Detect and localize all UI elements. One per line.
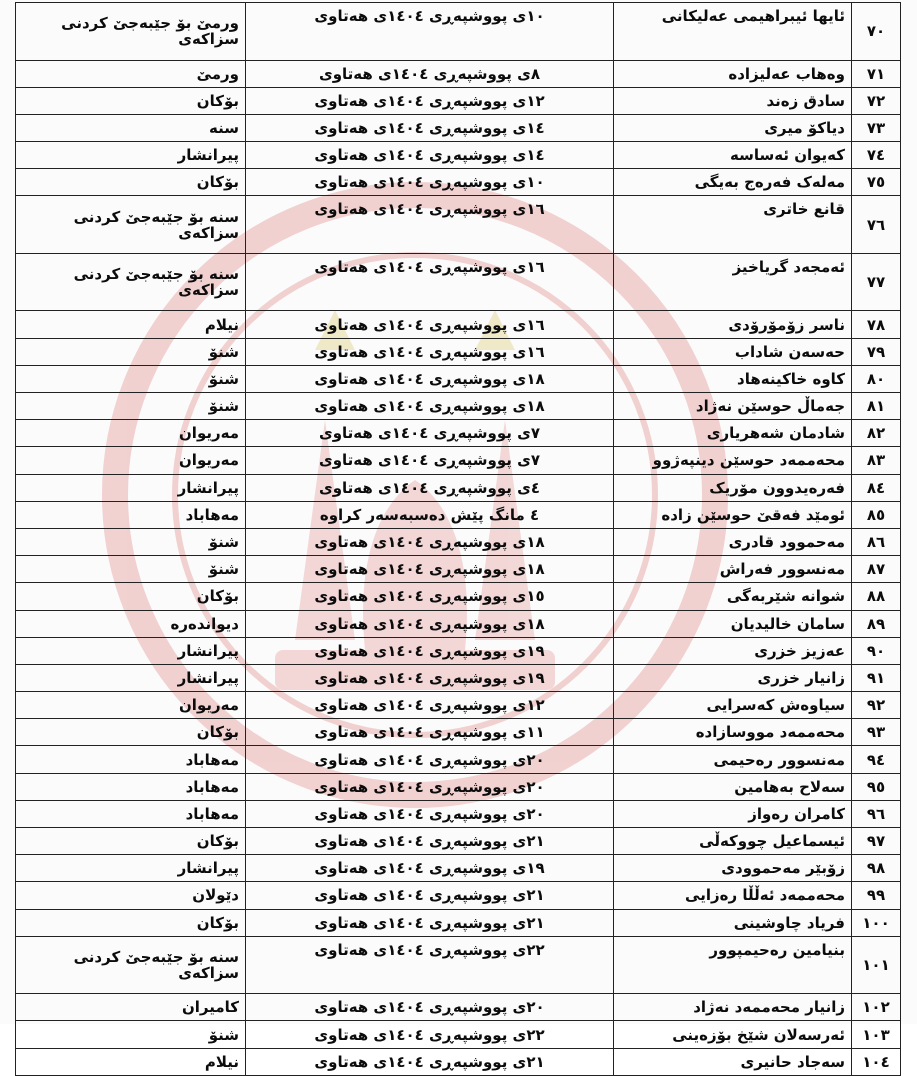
location-cell: بۆکان: [16, 719, 246, 746]
location-cell: شنۆ: [16, 393, 246, 420]
person-name-cell: حەسەن شاداب: [614, 338, 852, 365]
arrest-date-cell: ١٢ی پووشپەڕی ١٤٠٤ی هەتاوی: [246, 692, 614, 719]
row-number-cell: ٩٥: [852, 773, 901, 800]
arrest-date-cell: ١٥ی پووشپەڕی ١٤٠٤ی هەتاوی: [246, 583, 614, 610]
row-number-cell: ٨٠: [852, 365, 901, 392]
arrest-date-cell: ١٢ی پووشپەڕی ١٤٠٤ی هەتاوی: [246, 87, 614, 114]
row-number-cell: ٨٤: [852, 474, 901, 501]
arrest-date-cell: ٢٠ی پووشپەڕی ١٤٠٤ی هەتاوی: [246, 773, 614, 800]
location-cell: دیواندەرە: [16, 610, 246, 637]
row-number-cell: ٨٦: [852, 528, 901, 555]
row-number-cell: ٨٣: [852, 447, 901, 474]
location-cell: پیرانشار: [16, 855, 246, 882]
arrest-date-cell: ٤ی پووشپەڕی ١٤٠٤ی هەتاوی: [246, 474, 614, 501]
location-cell: مەهاباد: [16, 773, 246, 800]
location-cell: شنۆ: [16, 556, 246, 583]
arrest-date-cell: ٢١ی پووشپەڕی ١٤٠٤ی هەتاوی: [246, 828, 614, 855]
arrest-date-cell: ١٤ی پووشپەڕی ١٤٠٤ی هەتاوی: [246, 114, 614, 141]
row-number-cell: ٧٣: [852, 114, 901, 141]
person-name-cell: دیاکۆ میری: [614, 114, 852, 141]
row-number-cell: ٧٧: [852, 253, 901, 311]
location-cell: پیرانشار: [16, 637, 246, 664]
row-number-cell: ١٠١: [852, 936, 901, 994]
table-row: [16, 311, 901, 338]
row-number-cell: ٧٩: [852, 338, 901, 365]
row-number-cell: ٧٢: [852, 87, 901, 114]
arrest-date-cell: ٧ی پووشپەڕی ١٤٠٤ی هەتاوی: [246, 447, 614, 474]
table-row: [16, 909, 901, 936]
table-row: [16, 692, 901, 719]
arrest-date-cell: ١٩ی پووشپەڕی ١٤٠٤ی هەتاوی: [246, 637, 614, 664]
person-name-cell: مەنسوور فەراش: [614, 556, 852, 583]
row-number-cell: ٩٦: [852, 800, 901, 827]
table-row: [16, 936, 901, 994]
row-number-cell: ٨٨: [852, 583, 901, 610]
table-row: [16, 338, 901, 365]
arrest-date-cell: ٢٢ی پووشپەڕی ١٤٠٤ی هەتاوی: [246, 936, 614, 994]
arrest-date-cell: ١٨ی پووشپەڕی ١٤٠٤ی هەتاوی: [246, 556, 614, 583]
person-name-cell: سیاوەش کەسرایی: [614, 692, 852, 719]
row-number-cell: ٧٥: [852, 169, 901, 196]
location-cell: مەریوان: [16, 692, 246, 719]
row-number-cell: ٨١: [852, 393, 901, 420]
table-row: [16, 1021, 901, 1048]
person-name-cell: مەحموود قادری: [614, 528, 852, 555]
person-name-cell: سادق زەند: [614, 87, 852, 114]
table-row: [16, 393, 901, 420]
location-cell: بۆکان: [16, 583, 246, 610]
table-row: [16, 365, 901, 392]
location-cell: مەهاباد: [16, 746, 246, 773]
person-name-cell: ئەمجەد گریاخیز: [614, 253, 852, 311]
arrest-date-cell: ١٩ی پووشپەڕی ١٤٠٤ی هەتاوی: [246, 664, 614, 691]
location-cell: ورمێ بۆ جێبەجێ کردنی سزاکەی: [16, 3, 246, 61]
arrest-date-cell: ١٦ی پووشپەڕی ١٤٠٤ی هەتاوی: [246, 196, 614, 254]
table-row: [16, 610, 901, 637]
person-name-cell: سامان خالیدیان: [614, 610, 852, 637]
row-number-cell: ١٠٠: [852, 909, 901, 936]
table-row: [16, 169, 901, 196]
location-cell: شنۆ: [16, 528, 246, 555]
person-name-cell: محەممەد مووسازادە: [614, 719, 852, 746]
person-name-cell: شوانە شێربەگی: [614, 583, 852, 610]
person-name-cell: شادمان شەهریاری: [614, 420, 852, 447]
row-number-cell: ٨٥: [852, 501, 901, 528]
location-cell: ورمێ: [16, 60, 246, 87]
table-row: [16, 420, 901, 447]
arrest-date-cell: ٢١ی پووشپەڕی ١٤٠٤ی هەتاوی: [246, 1048, 614, 1075]
person-name-cell: کەیوان ئەساسە: [614, 142, 852, 169]
location-cell: بۆکان: [16, 828, 246, 855]
table-row: [16, 142, 901, 169]
location-cell: مەریوان: [16, 420, 246, 447]
table-row: [16, 556, 901, 583]
arrest-date-cell: ٢٠ی پووشپەڕی ١٤٠٤ی هەتاوی: [246, 746, 614, 773]
location-cell: سنە بۆ جێبەجێ کردنی سزاکەی: [16, 196, 246, 254]
arrest-date-cell: ١١ی پووشپەڕی ١٤٠٤ی هەتاوی: [246, 719, 614, 746]
person-name-cell: کاوە خاکینەهاد: [614, 365, 852, 392]
person-name-cell: کامران رەواز: [614, 800, 852, 827]
table-row: [16, 114, 901, 141]
arrest-date-cell: ١٨ی پووشپەڕی ١٤٠٤ی هەتاوی: [246, 528, 614, 555]
arrest-date-cell: ٢١ی پووشپەڕی ١٤٠٤ی هەتاوی: [246, 882, 614, 909]
table-row: [16, 196, 901, 254]
arrest-date-cell: ١٨ی پووشپەڕی ١٤٠٤ی هەتاوی: [246, 393, 614, 420]
row-number-cell: ٧٠: [852, 3, 901, 61]
location-cell: پیرانشار: [16, 474, 246, 501]
arrest-date-cell: ٢٠ی پووشپەڕی ١٤٠٤ی هەتاوی: [246, 994, 614, 1021]
row-number-cell: ٩٨: [852, 855, 901, 882]
arrest-date-cell: ١٨ی پووشپەڕی ١٤٠٤ی هەتاوی: [246, 365, 614, 392]
row-number-cell: ٩٢: [852, 692, 901, 719]
location-cell: مەریوان: [16, 447, 246, 474]
person-name-cell: سەجاد حانیری: [614, 1048, 852, 1075]
person-name-cell: سەلاح بەهامین: [614, 773, 852, 800]
arrest-date-cell: ١٨ی پووشپەڕی ١٤٠٤ی هەتاوی: [246, 610, 614, 637]
arrest-date-cell: ٢٢ی پووشپەڕی ١٤٠٤ی هەتاوی: [246, 1021, 614, 1048]
table-row: [16, 60, 901, 87]
table-row: [16, 882, 901, 909]
table-row: [16, 828, 901, 855]
table-row: [16, 474, 901, 501]
location-cell: پیرانشار: [16, 142, 246, 169]
location-cell: نیلام: [16, 311, 246, 338]
person-name-cell: زانیار محەممەد نەژاد: [614, 994, 852, 1021]
person-name-cell: محەممەد حوسێن دینپەژوو: [614, 447, 852, 474]
location-cell: پیرانشار: [16, 664, 246, 691]
location-cell: سنە بۆ جێبەجێ کردنی سزاکەی: [16, 253, 246, 311]
person-name-cell: زۆبێر مەحموودی: [614, 855, 852, 882]
row-number-cell: ١٠٤: [852, 1048, 901, 1075]
person-name-cell: مەلەک فەرەج بەیگی: [614, 169, 852, 196]
row-number-cell: ٨٩: [852, 610, 901, 637]
arrest-date-cell: ١٦ی پووشپەڕی ١٤٠٤ی هەتاوی: [246, 338, 614, 365]
arrest-date-cell: ١٦ی پووشپەڕی ١٤٠٤ی هەتاوی: [246, 311, 614, 338]
location-cell: سنە: [16, 114, 246, 141]
person-name-cell: زانیار خزری: [614, 664, 852, 691]
row-number-cell: ٩٤: [852, 746, 901, 773]
table-body: [16, 3, 901, 1076]
table-row: [16, 773, 901, 800]
location-cell: شنۆ: [16, 338, 246, 365]
table-row: [16, 994, 901, 1021]
table-row: [16, 528, 901, 555]
person-name-cell: جەماڵ حوسێن نەژاد: [614, 393, 852, 420]
location-cell: مەهاباد: [16, 501, 246, 528]
arrest-date-cell: ٢٠ی پووشپەڕی ١٤٠٤ی هەتاوی: [246, 800, 614, 827]
row-number-cell: ٩٧: [852, 828, 901, 855]
table-row: [16, 855, 901, 882]
row-number-cell: ٧٨: [852, 311, 901, 338]
row-number-cell: ٧١: [852, 60, 901, 87]
row-number-cell: ١٠٣: [852, 1021, 901, 1048]
row-number-cell: ٧٦: [852, 196, 901, 254]
detainee-list-table: [15, 2, 901, 1076]
row-number-cell: ٩١: [852, 664, 901, 691]
person-name-cell: ئایها ئیبراهیمی عەلیکانی: [614, 3, 852, 61]
row-number-cell: ٨٢: [852, 420, 901, 447]
location-cell: مەهاباد: [16, 800, 246, 827]
arrest-date-cell: ١٤ی پووشپەڕی ١٤٠٤ی هەتاوی: [246, 142, 614, 169]
arrest-date-cell: ١٦ی پووشپەڕی ١٤٠٤ی هەتاوی: [246, 253, 614, 311]
table-row: [16, 800, 901, 827]
person-name-cell: بنیامین رەحیمپوور: [614, 936, 852, 994]
table-row: [16, 1048, 901, 1075]
arrest-date-cell: ١٠ی پووشپەڕی ١٤٠٤ی هەتاوی: [246, 3, 614, 61]
person-name-cell: ئەرسەلان شێخ بۆزەینی: [614, 1021, 852, 1048]
person-name-cell: عەزیز خزری: [614, 637, 852, 664]
location-cell: بۆکان: [16, 169, 246, 196]
table-row: [16, 447, 901, 474]
arrest-date-cell: ٢١ی پووشپەڕی ١٤٠٤ی هەتاوی: [246, 909, 614, 936]
location-cell: بۆکان: [16, 87, 246, 114]
table-row: [16, 637, 901, 664]
person-name-cell: قانع خاتری: [614, 196, 852, 254]
location-cell: کامیران: [16, 994, 246, 1021]
person-name-cell: ئیسماعیل چووکەڵی: [614, 828, 852, 855]
location-cell: دێولان: [16, 882, 246, 909]
table-row: [16, 583, 901, 610]
table-row: [16, 501, 901, 528]
location-cell: شنۆ: [16, 365, 246, 392]
row-number-cell: ٩٩: [852, 882, 901, 909]
person-name-cell: مەنسوور رەحیمی: [614, 746, 852, 773]
table-row: [16, 746, 901, 773]
row-number-cell: ٧٤: [852, 142, 901, 169]
person-name-cell: ناسر زۆمۆرۆدی: [614, 311, 852, 338]
arrest-date-cell: ٤ مانگ پێش دەسبەسەر کراوە: [246, 501, 614, 528]
row-number-cell: ١٠٢: [852, 994, 901, 1021]
arrest-date-cell: ٧ی پووشپەڕی ١٤٠٤ی هەتاوی: [246, 420, 614, 447]
arrest-date-cell: ١٠ی پووشپەڕی ١٤٠٤ی هەتاوی: [246, 169, 614, 196]
person-name-cell: ئومێد فەقێ حوسێن زادە: [614, 501, 852, 528]
person-name-cell: وەهاب عەلیزادە: [614, 60, 852, 87]
location-cell: بۆکان: [16, 909, 246, 936]
arrest-date-cell: ٨ی پووشپەڕی ١٤٠٤ی هەتاوی: [246, 60, 614, 87]
table-row: [16, 3, 901, 61]
person-name-cell: محەممەد ئەڵڵا رەزایی: [614, 882, 852, 909]
location-cell: سنە بۆ جێبەجێ کردنی سزاکەی: [16, 936, 246, 994]
person-name-cell: فەرەیدوون مۆریک: [614, 474, 852, 501]
table-row: [16, 87, 901, 114]
location-cell: نیلام: [16, 1048, 246, 1075]
row-number-cell: ٩٠: [852, 637, 901, 664]
person-name-cell: فریاد چاوشینی: [614, 909, 852, 936]
table-row: [16, 253, 901, 311]
location-cell: شنۆ: [16, 1021, 246, 1048]
table-row: [16, 719, 901, 746]
row-number-cell: ٨٧: [852, 556, 901, 583]
arrest-date-cell: ١٩ی پووشپەڕی ١٤٠٤ی هەتاوی: [246, 855, 614, 882]
table-row: [16, 664, 901, 691]
row-number-cell: ٩٣: [852, 719, 901, 746]
